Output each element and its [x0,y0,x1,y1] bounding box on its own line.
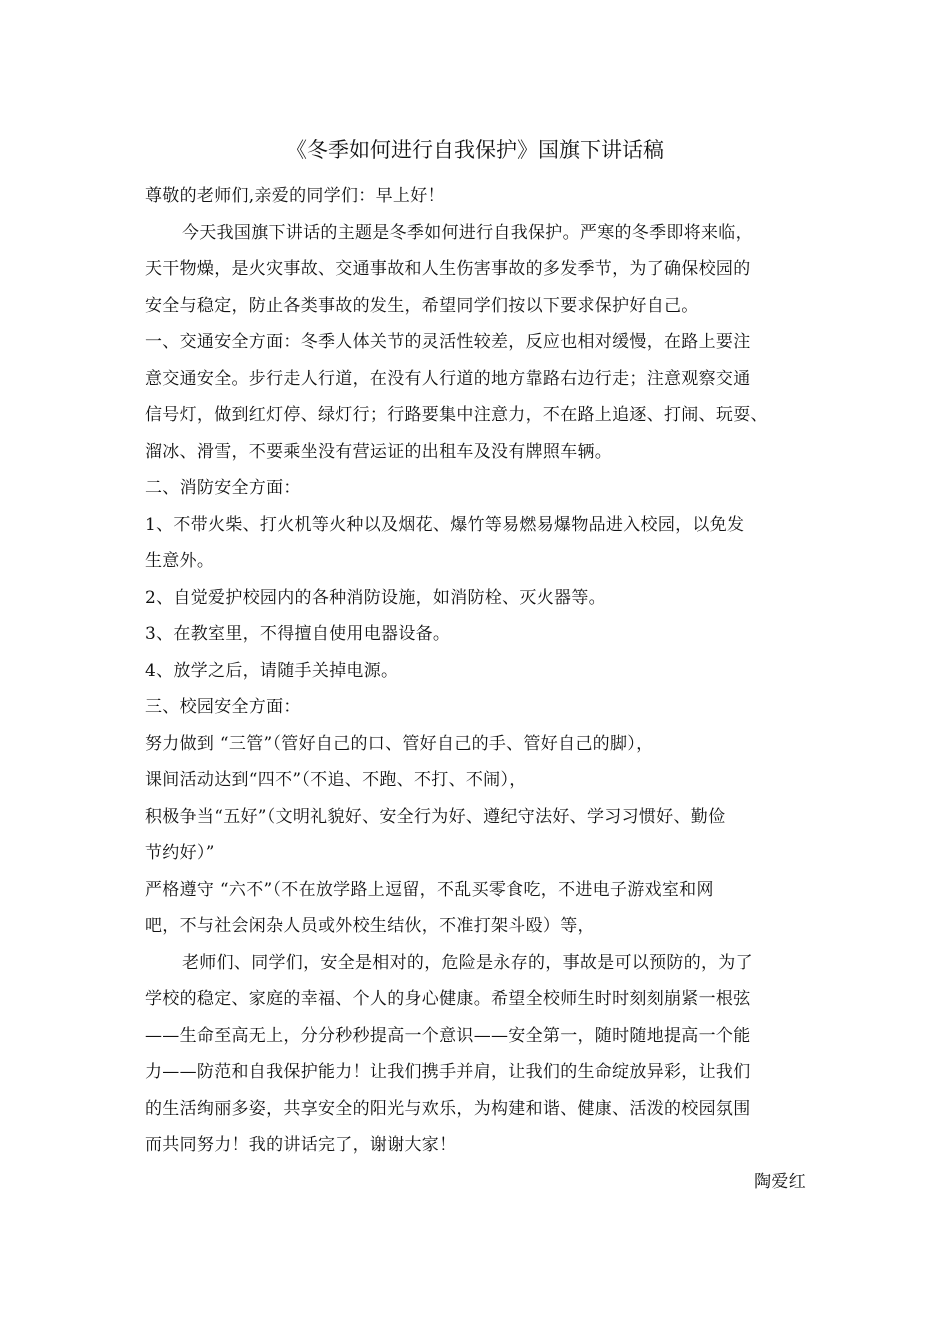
document-title: 《冬季如何进行自我保护》国旗下讲话稿 [286,138,664,162]
body-line: 意交通安全。步行走人行道，在没有人行道的地方靠路右边行走；注意观察交通 [145,368,751,389]
body-line: 今天我国旗下讲话的主题是冬季如何进行自我保护。严寒的冬季即将来临， [182,222,753,243]
section-campus-heading: 三、校园安全方面： [145,697,301,717]
greeting-line: 尊敬的老师们,亲爱的同学们：早上好！ [145,186,445,206]
body-line: 信号灯，做到红灯停、绿灯行；行路要集中注意力，不在路上追逐、打闹、玩耍、 [145,405,768,425]
body-line: 节约好）” [145,843,215,863]
list-item-line: 4、放学之后，请随手关掉电源。 [145,660,399,681]
body-line: 安全与稳定，防止各类事故的发生，希望同学们按以下要求保护好自己。 [145,295,699,316]
document-body [145,178,810,1200]
section-traffic-line: 一、交通安全方面：冬季人体关节的灵活性较差，反应也相对缓慢，在路上要注 [145,332,751,352]
list-item-line: 1、不带火柴、打火机等火种以及烟花、爆竹等易燃易爆物品进入校园，以免发 [145,514,745,535]
body-line: 溜冰、滑雪，不要乘坐没有营运证的出租车及没有牌照车辆。 [145,441,613,462]
closing-line: 老师们、同学们，安全是相对的，危险是永存的，事故是可以预防的，为了 [182,952,753,973]
list-item-line: 2、自觉爱护校园内的各种消防设施，如消防栓、灭火器等。 [145,587,606,608]
body-line: 吧，不与社会闲杂人员或外校生结伙，不准打架斗殴）等， [145,916,595,936]
closing-line: 力——防范和自我保护能力！让我们携手并肩，让我们的生命绽放异彩，让我们 [145,1062,751,1082]
body-line: 严格遵守 “六不”（不在放学路上逗留，不乱买零食吃，不进电子游戏室和网 [145,879,714,900]
closing-line: 而共同努力！我的讲话完了，谢谢大家！ [145,1135,457,1155]
list-item-line: 生意外。 [145,551,215,571]
signature: 陶爱红 [754,1171,806,1192]
closing-line: 的生活绚丽多姿，共享安全的阳光与欢乐，为构建和谐、健康、活泼的校园氛围 [145,1098,751,1119]
body-line: 积极争当“五好”（文明礼貌好、安全行为好、遵纪守法好、学习习惯好、勤俭 [145,806,726,827]
list-item-line: 3、在教室里，不得擅自使用电器设备。 [145,624,451,644]
section-fire-heading: 二、消防安全方面： [145,478,301,498]
body-line: 努力做到 “三管”（管好自己的口、管好自己的手、管好自己的脚）， [145,733,654,754]
body-line: 天干物燥，是火灾事故、交通事故和人生伤害事故的多发季节，为了确保校园的 [145,259,751,279]
closing-line: 学校的稳定、家庭的幸福、个人的身心健康。希望全校师生时时刻刻崩紧一根弦 [145,989,751,1009]
closing-line: ——生命至高无上，分分秒秒提高一个意识——安全第一，随时随地提高一个能 [145,1025,751,1046]
body-line: 课间活动达到“四不”（不追、不跑、不打、不闹）， [145,770,527,790]
